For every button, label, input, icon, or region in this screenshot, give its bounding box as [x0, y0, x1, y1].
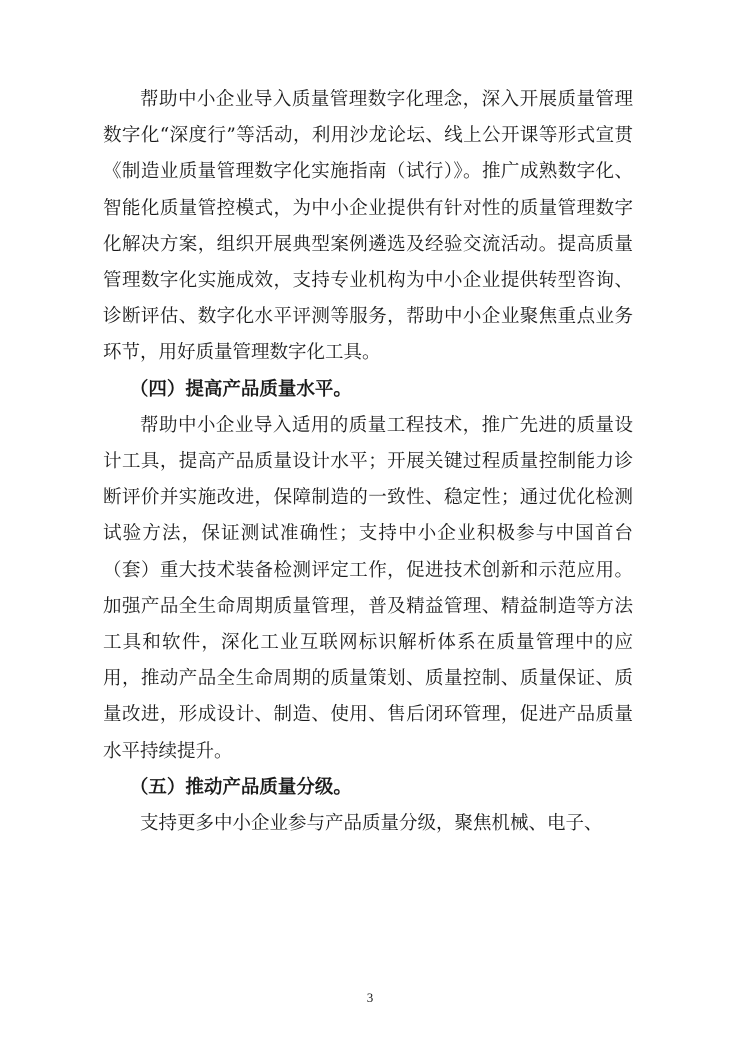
- section-heading-5: （五）推动产品质量分级。: [129, 776, 352, 798]
- paragraph-quality-grading: 支持更多中小企业参与产品质量分级，聚焦机械、电子、: [140, 813, 603, 835]
- paragraph-product-quality: 帮助中小企业导入适用的质量工程技术，推广先进的质量设计工具，提高产品质量设计水平；开展关键过程质量控制能力诊断评价并实施改进，保障制造的一致性、稳定性；通过优化检测试验方法，保证测试准确性；支持中小企业积极参与中国首台（套）重大技术装备检测评定工作，促进技术创新和示范应用。加强产品全生命周期质量管理，普及精益管理、精益制造等方法工具和软件，深化工业互联网标识解析体系在质量管理中的应用，推动产品全生命周期的质量策划、质量控制、质量保证、质量改进，形成设计、制造、使用、售后闭环管理，促进产品质量水平持续提升。: [103, 414, 633, 762]
- body-text: [103, 82, 633, 842]
- page-number: 3: [366, 990, 374, 1005]
- paragraph-digital-quality: 帮助中小企业导入质量管理数字化理念，深入开展质量管理数字化“深度行”等活动，利用沙龙论坛、线上公开课等形式宣贯《制造业质量管理数字化实施指南（试行）》。推广成熟数字化、智能化质量管控模式，为中小企业提供有针对性的质量管理数字化解决方案，组织开展典型案例遴选及经验交流活动。提高质量管理数字化实施成效，支持专业机构为中小企业提供转型咨询、诊断评估、数字化水平评测等服务，帮助中小企业聚焦重点业务环节，用好质量管理数字化工具。: [103, 89, 633, 364]
- section-heading-4: （四）提高产品质量水平。: [129, 378, 352, 400]
